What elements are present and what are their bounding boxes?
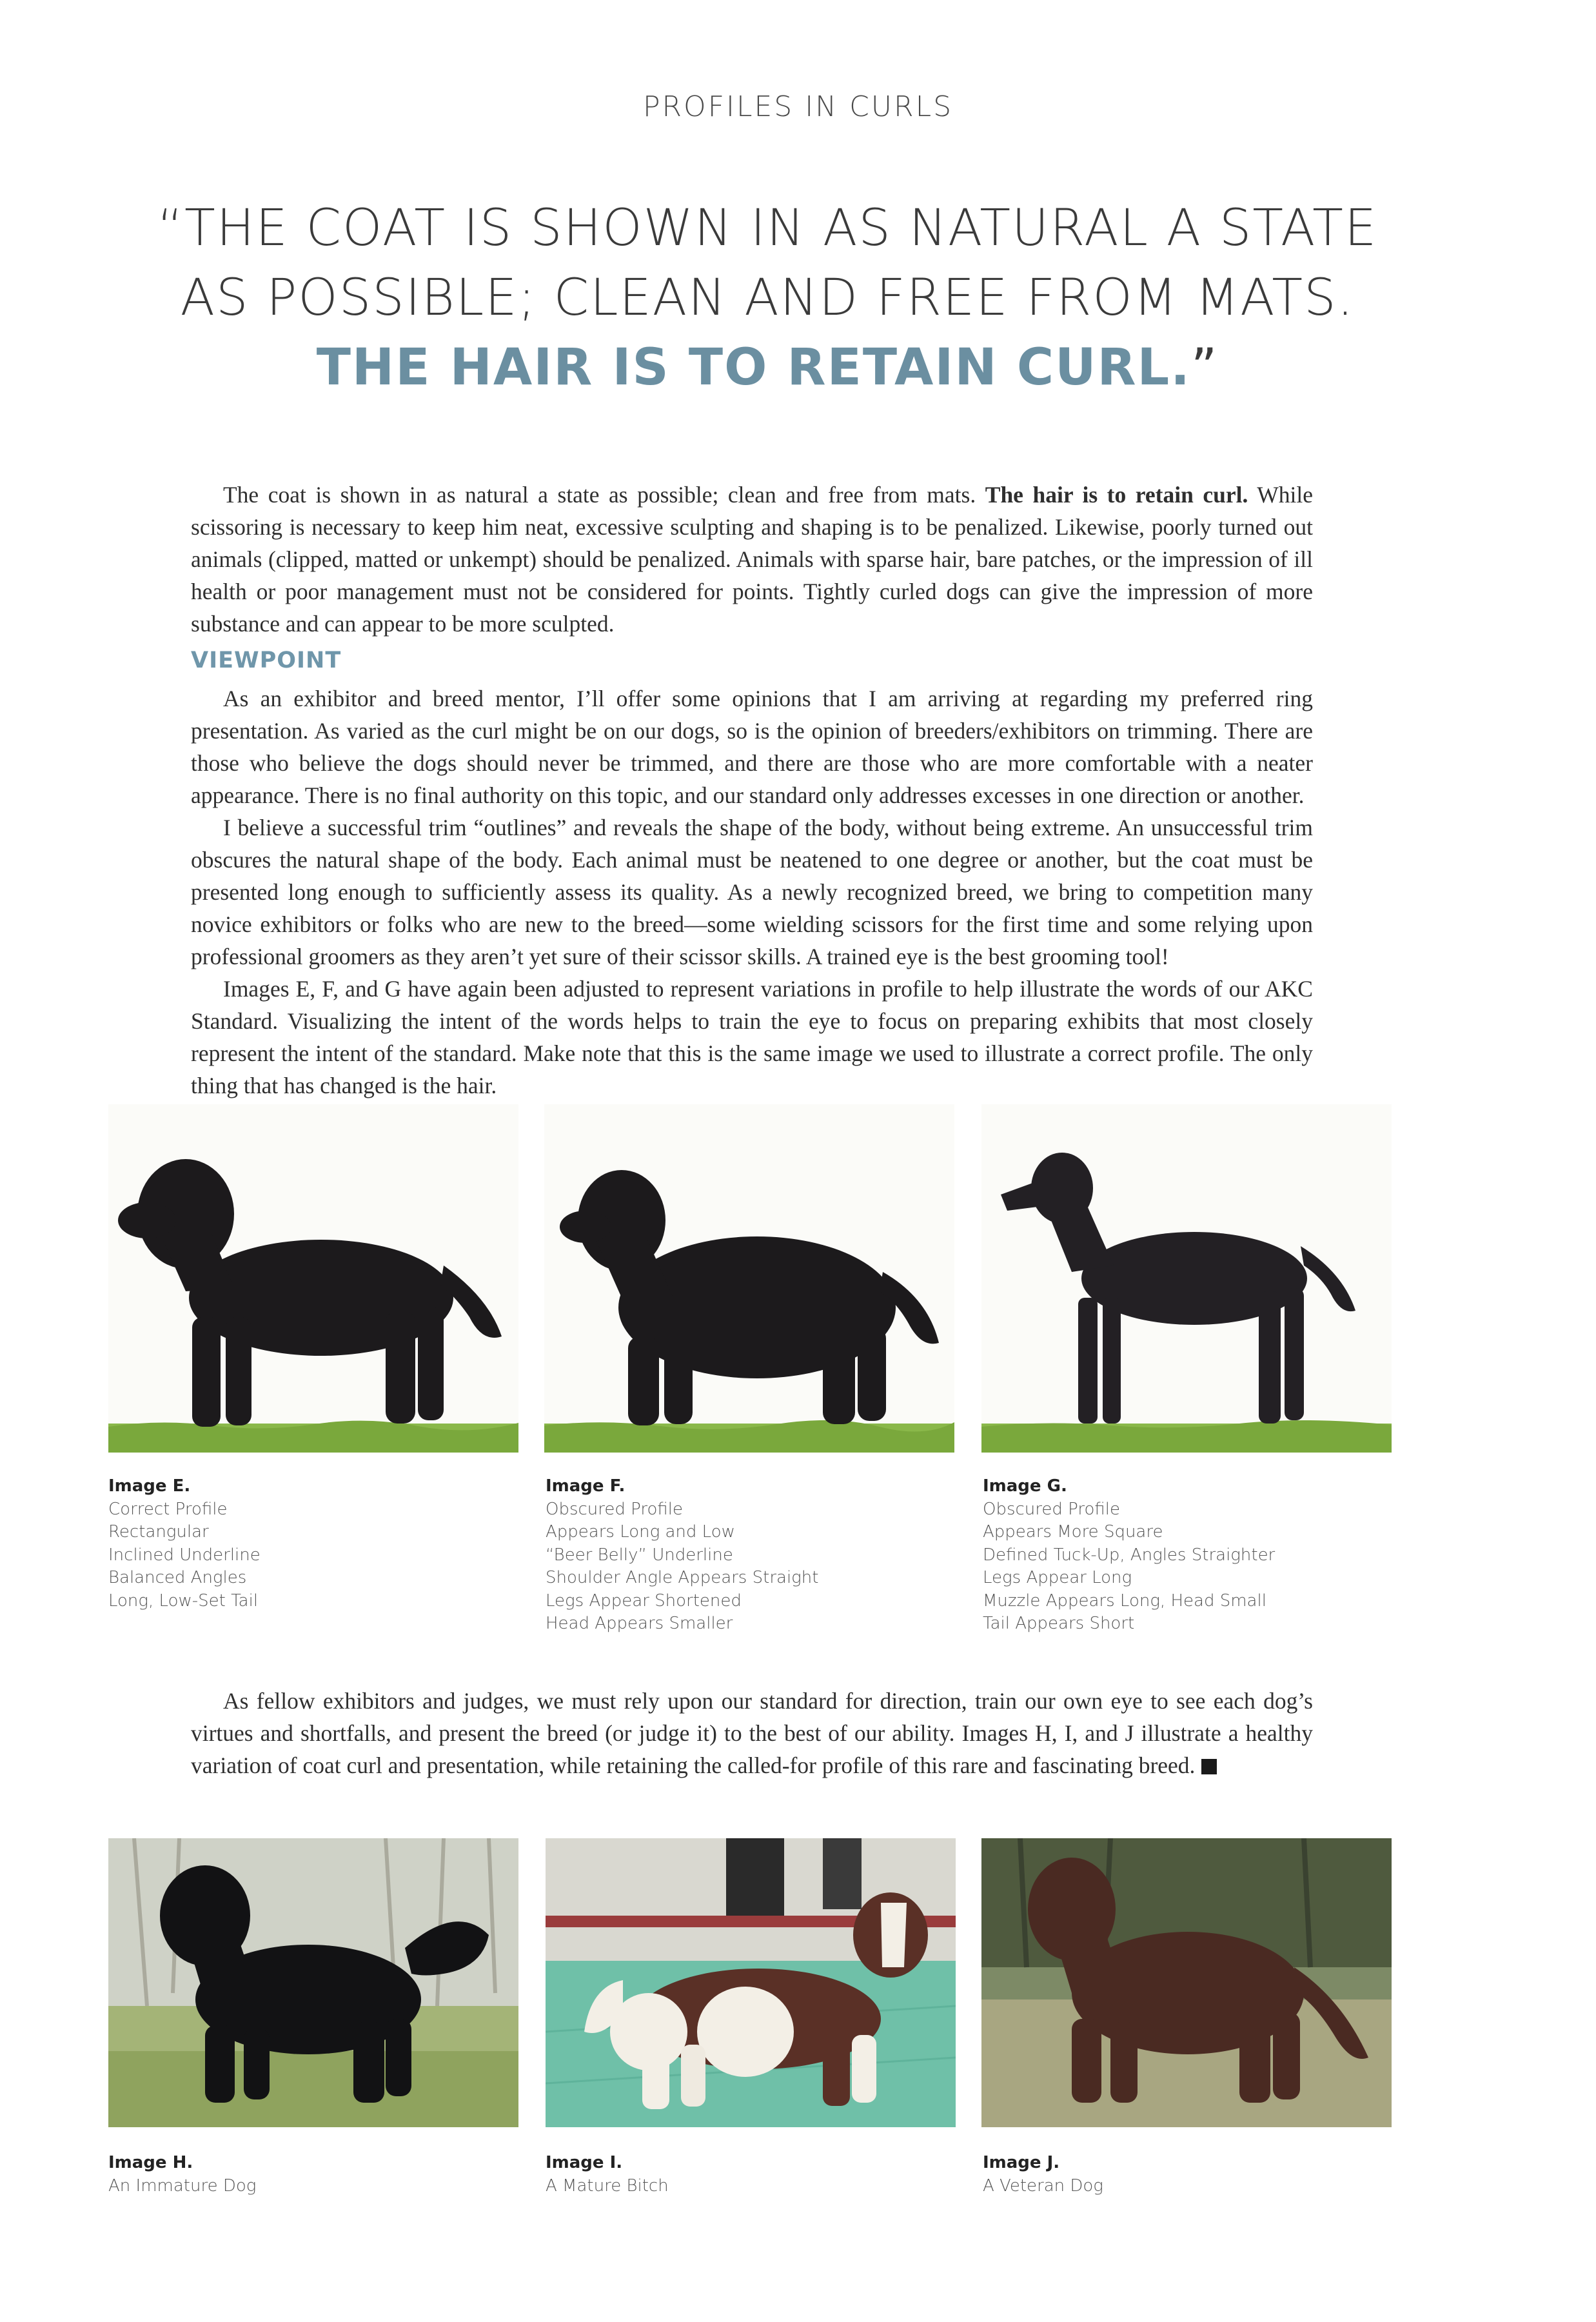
- caption-line: Defined Tuck-Up, Angles Straighter: [983, 1545, 1276, 1565]
- pull-quote-line-1: “THE COAT IS SHOWN IN AS NATURAL A STATE: [157, 199, 1378, 257]
- pull-quote-close-mark: ”: [1190, 339, 1219, 397]
- pull-quote-highlight: THE HAIR IS TO RETAIN CURL.: [316, 339, 1191, 397]
- section-header: PROFILES IN CURLS: [642, 90, 954, 123]
- viewpoint-heading: VIEWPOINT: [191, 648, 342, 673]
- closing-paragraph: [191, 1685, 1313, 1781]
- intro-text-start: The coat is shown in as natural a state as possible; clean and free from mats.: [223, 482, 985, 508]
- end-mark-icon: [1201, 1759, 1217, 1774]
- caption-image-j: [983, 2152, 1103, 2198]
- caption-image-f: [546, 1475, 818, 1636]
- caption-line: Appears More Square: [983, 1522, 1163, 1542]
- caption-line: Legs Appear Long: [983, 1568, 1132, 1587]
- pull-quote: [116, 194, 1419, 402]
- caption-image-h: [108, 2152, 256, 2198]
- viewpoint-paragraph-3: Images E, F, and G have again been adjusted to represent variations in profile to help illustrate the words of our AKC Standard. Visualizing the intent of the words helps to train the eye to focus on preparing exhibits that most closely represent the intent of the standard. Make note that this is the same image we used to illustrate a correct profile. The only thing that has changed is the hair.: [191, 976, 1313, 1098]
- closing-text: As fellow exhibitors and judges, we must rely upon our standard for direction, train our own eye to see each dog’s virtues and shortfalls, and present the breed (or judge it) to the best of our ability. Images H, I, and J illustrate a healthy variation of coat curl and presentation, while retaining the called-for profile of this rare and fascinating breed.: [191, 1688, 1313, 1778]
- caption-title: Image E.: [108, 1476, 191, 1496]
- caption-image-g: [983, 1475, 1275, 1636]
- image-f-photo: [544, 1104, 954, 1453]
- caption-title: Image H.: [108, 2153, 193, 2172]
- caption-line: Obscured Profile: [983, 1499, 1121, 1519]
- intro-paragraph: [191, 479, 1313, 640]
- viewpoint-paragraph-2: I believe a successful trim “outlines” and reveals the shape of the body, without being extreme. An unsuccessful trim obscures the natural shape of the body. Each animal must be neatened to one degree or another, but the coat must be presented long enough to sufficiently assess its quality. As a newly recognized breed, we bring to competition many novice exhibitors or folks who are new to the breed—some wielding scissors for the first time and some relying upon professional groomers as they aren’t yet sure of their scissor skills. A trained eye is the best grooming tool!: [191, 815, 1313, 969]
- caption-line: Muzzle Appears Long, Head Small: [983, 1591, 1266, 1611]
- caption-line: Inclined Underline: [108, 1545, 261, 1565]
- caption-line: Head Appears Smaller: [546, 1614, 733, 1633]
- caption-line: An Immature Dog: [108, 2176, 257, 2196]
- caption-title: Image J.: [983, 2153, 1060, 2172]
- caption-line: “Beer Belly” Underline: [546, 1545, 733, 1565]
- pull-quote-line-3: [116, 333, 1419, 402]
- image-e-photo: [108, 1104, 518, 1453]
- image-i-photo: [546, 1838, 956, 2127]
- caption-title: Image F.: [546, 1476, 626, 1496]
- image-g-photo: [981, 1104, 1392, 1453]
- caption-line: Correct Profile: [108, 1499, 228, 1519]
- caption-line: Appears Long and Low: [546, 1522, 735, 1542]
- caption-line: Balanced Angles: [108, 1568, 247, 1587]
- viewpoint-body: [191, 682, 1313, 1102]
- caption-title: Image G.: [983, 1476, 1067, 1496]
- viewpoint-paragraph-1: As an exhibitor and breed mentor, I’ll offer some opinions that I am arriving at regarding my preferred ring presentation. As varied as the curl might be on our dogs, so is the opinion of breeders/exhibitors on trimming. There are those who believe the dogs should never be trimmed, and there are those who are more comfortable with a neater appearance. There is no final authority on this topic, and our standard only addresses excesses in one direction or another.: [191, 686, 1313, 808]
- caption-line: Shoulder Angle Appears Straight: [546, 1568, 819, 1587]
- pull-quote-line-2: AS POSSIBLE; CLEAN AND FREE FROM MATS.: [180, 269, 1355, 327]
- caption-line: Legs Appear Shortened: [546, 1591, 742, 1611]
- caption-image-e: [108, 1475, 261, 1612]
- caption-line: A Mature Bitch: [546, 2176, 669, 2196]
- caption-line: A Veteran Dog: [983, 2176, 1103, 2196]
- caption-title: Image I.: [546, 2153, 623, 2172]
- intro-text-bold: The hair is to retain curl.: [985, 482, 1248, 508]
- caption-line: Tail Appears Short: [983, 1614, 1135, 1633]
- caption-line: Rectangular: [108, 1522, 209, 1542]
- image-j-photo: [981, 1838, 1392, 2127]
- image-h-photo: [108, 1838, 518, 2127]
- caption-image-i: [546, 2152, 669, 2198]
- caption-line: Long, Low-Set Tail: [108, 1591, 259, 1611]
- intro-text-end: While scissoring is necessary to keep him neat, excessive sculpting and shaping is to be penalized. Likewise, poorly turned out animals (clipped, matted or unkempt) should be penalized. Animals with sparse hair, bare patches, or the impression of ill health or poor management must not be considered for points. Tightly curled dogs can give the impression of more substance and can appear to be more sculpted.: [191, 482, 1313, 637]
- caption-line: Obscured Profile: [546, 1499, 684, 1519]
